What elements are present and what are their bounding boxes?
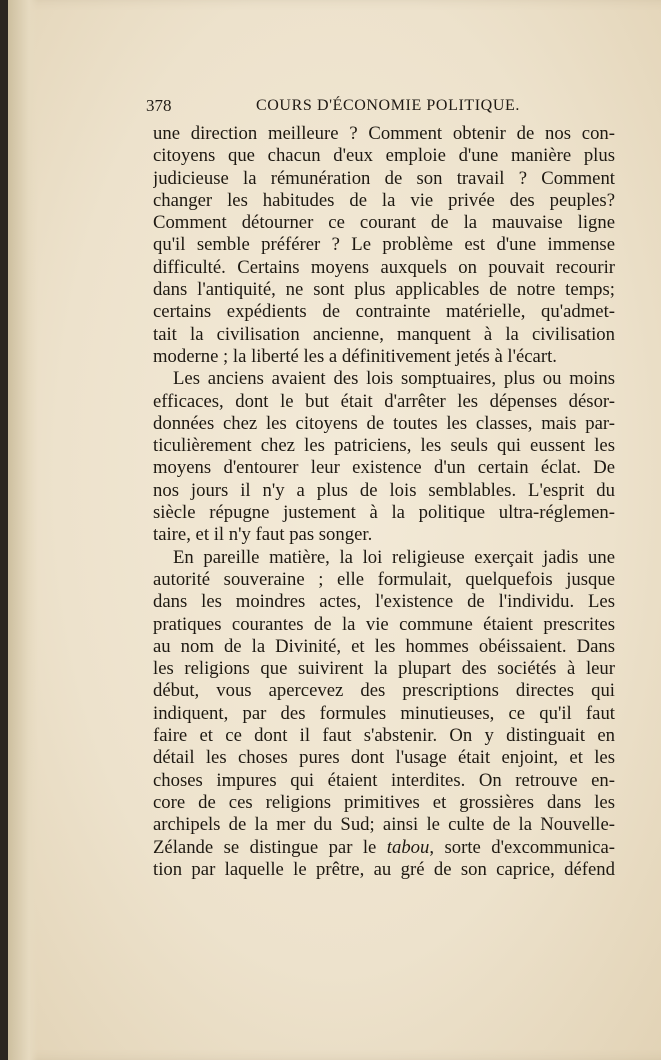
paragraph-1 xyxy=(153,123,615,368)
text-line: Les anciens avaient des lois somptuaires, plus ou moins xyxy=(173,368,615,390)
text-fragment: Zélande se distingue par le xyxy=(153,836,387,858)
text-line: faire et ce dont il faut s'abstenir. On y distinguait en xyxy=(153,725,615,747)
text-line: une direction meilleure ? Comment obtenir de nos con- xyxy=(153,123,615,144)
text-line: données chez les citoyens de toutes les classes, mais par- xyxy=(153,412,615,434)
text-line: Comment détourner ce courant de la mauvaise ligne xyxy=(153,212,615,234)
text-line: moyens d'entourer leur existence d'un certain éclat. De xyxy=(153,457,615,479)
text-line: siècle répugne justement à la politique ultra-réglemen- xyxy=(153,502,615,524)
text-line: moderne ; la liberté les a définitivement jetés à l'écart. xyxy=(153,345,557,367)
text-line: au nom de la Divinité, et les hommes obéissaient. Dans xyxy=(153,635,615,657)
text-line-with-italic xyxy=(153,837,615,859)
text-line: autorité souveraine ; elle formulait, quelquefois jusque xyxy=(153,568,615,590)
text-line: citoyens que chacun d'eux emploie d'une manière plus xyxy=(153,145,615,167)
text-line: les religions que suivirent la plupart des sociétés à leur xyxy=(153,658,615,680)
text-line: nos jours il n'y a plus de lois semblables. L'esprit du xyxy=(153,479,615,501)
text-line: efficaces, dont le but était d'arrêter les dépenses désor- xyxy=(153,390,615,412)
text-line: ticulièrement chez les patriciens, les seuls qui eussent les xyxy=(153,435,615,457)
text-line: En pareille matière, la loi religieuse exerçait jadis une xyxy=(173,546,615,568)
text-fragment: , sorte d'excommunica- xyxy=(429,836,615,858)
body-text xyxy=(153,123,615,881)
text-line: certains expédients de contrainte matérielle, qu'admet- xyxy=(153,301,615,323)
text-line: taire, et il n'y faut pas songer. xyxy=(153,524,373,546)
text-line: tion par laquelle le prêtre, au gré de son caprice, défend xyxy=(153,858,615,880)
text-line: dans l'antiquité, ne sont plus applicables de notre temps; xyxy=(153,279,615,301)
page-header xyxy=(146,96,616,118)
text-line: début, vous apercevez des prescriptions directes qui xyxy=(153,680,615,702)
text-line: détail les choses pures dont l'usage était enjoint, et les xyxy=(153,747,615,769)
italic-term: tabou xyxy=(386,836,430,858)
text-line: tait la civilisation ancienne, manquent à la civilisation xyxy=(153,323,615,345)
text-line: dans les moindres actes, l'existence de l'individu. Les xyxy=(153,591,615,613)
text-line: judicieuse la rémunération de son travail ? Comment xyxy=(153,167,615,189)
text-line: archipels de la mer du Sud; ainsi le culte de la Nouvelle- xyxy=(153,814,615,836)
text-line: difficulté. Certains moyens auxquels on pouvait recourir xyxy=(153,256,615,278)
text-line: qu'il semble préférer ? Le problème est d'une immense xyxy=(153,234,615,256)
book-page xyxy=(8,0,661,1060)
page-binding-shadow xyxy=(8,0,38,1060)
text-line: changer les habitudes de la vie privée des peuples? xyxy=(153,189,615,211)
page-number: 378 xyxy=(146,96,172,115)
paragraph-3 xyxy=(153,547,615,881)
text-line: pratiques courantes de la vie commune étaient prescrites xyxy=(153,613,615,635)
running-title: COURS D'ÉCONOMIE POLITIQUE. xyxy=(256,97,520,114)
text-line: core de ces religions primitives et grossières dans les xyxy=(153,791,615,813)
paragraph-2 xyxy=(153,368,615,546)
text-line: indiquent, par des formules minutieuses, ce qu'il faut xyxy=(153,702,615,724)
text-line: choses impures qui étaient interdites. On retrouve en- xyxy=(153,769,615,791)
